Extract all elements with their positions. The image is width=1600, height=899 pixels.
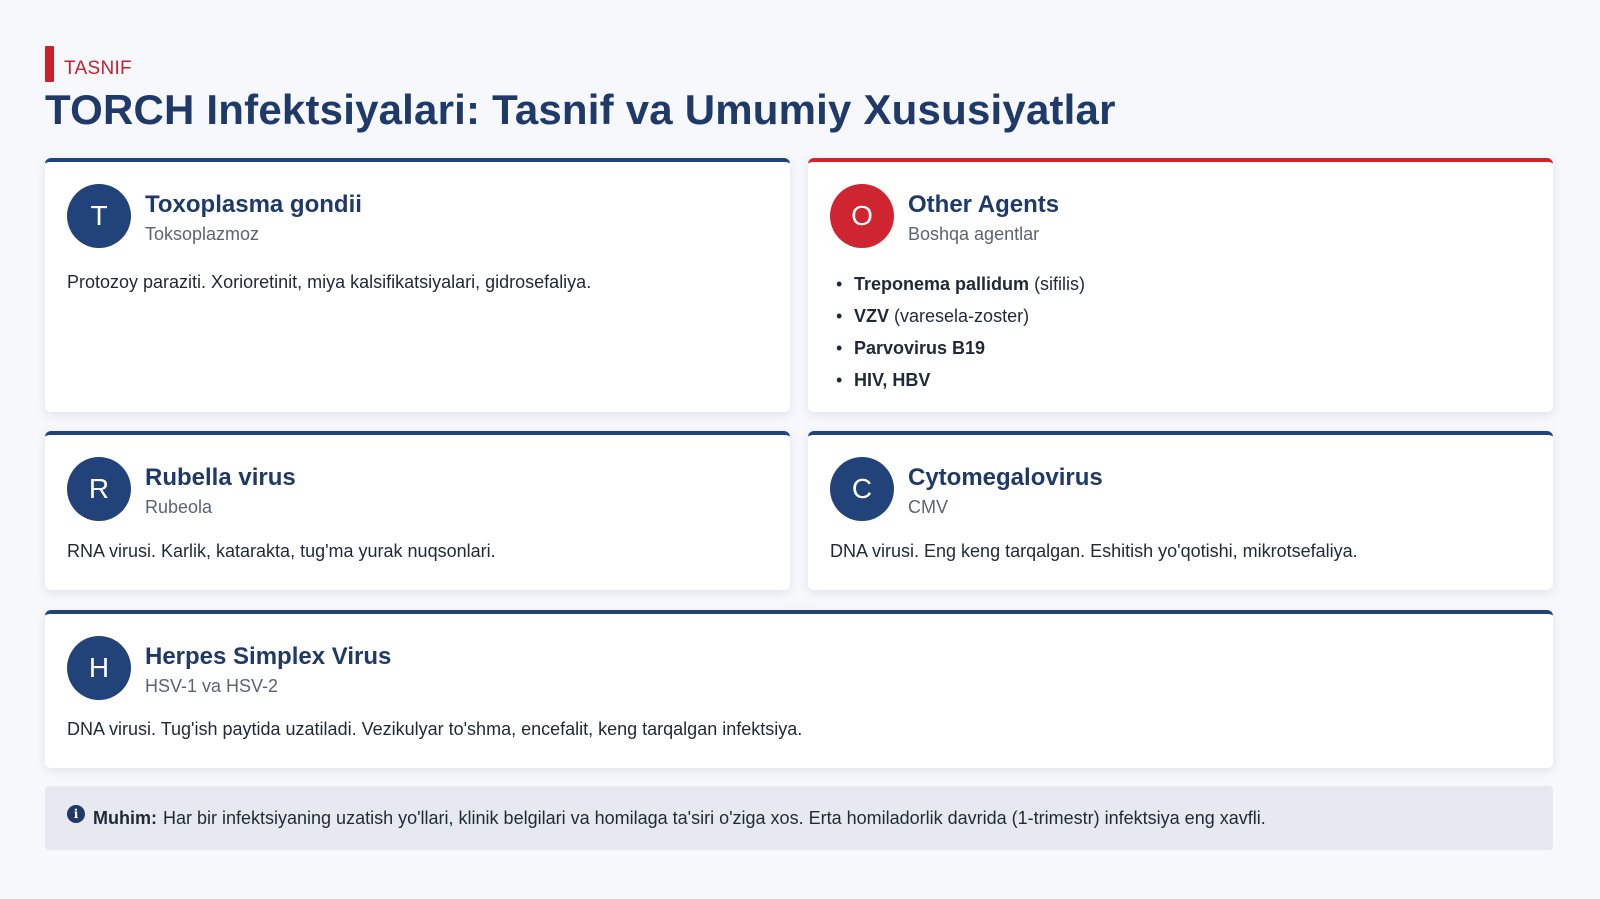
list-item: • HIV, HBV	[836, 370, 931, 390]
section-tag	[45, 46, 132, 82]
card-header	[67, 636, 391, 700]
card-herpes	[45, 610, 1553, 768]
card-description: DNA virusi. Eng keng tarqalgan. Eshitish yo'qotishi, mikrotsefaliya.	[830, 541, 1358, 561]
agent-name: Treponema pallidum	[854, 274, 1030, 294]
info-icon: i	[67, 805, 85, 823]
card-title: Cytomegalovirus	[908, 464, 1103, 491]
card-subtitle: HSV-1 va HSV-2	[145, 676, 279, 696]
section-label: TASNIF	[64, 58, 132, 79]
card-title: Herpes Simplex Virus	[145, 643, 392, 670]
agent-note: (varesela-zoster)	[894, 306, 1030, 326]
card-subtitle: CMV	[908, 497, 948, 517]
card-subtitle: Boshqa agentlar	[908, 224, 1040, 244]
card-subtitle: Toksoplazmoz	[145, 224, 260, 244]
card-description: Protozoy paraziti. Xorioretinit, miya kalsifikatsiyalari, gidrosefaliya.	[67, 272, 592, 292]
page-title: TORCH Infektsiyalari: Tasnif va Umumiy Xususiyatlar	[45, 86, 1116, 133]
card-title: Other Agents	[908, 191, 1060, 218]
info-note	[45, 786, 1553, 850]
card-description: DNA virusi. Tug'ish paytida uzatiladi. Vezikulyar to'shma, encefalit, keng tarqalgan infektsiya.	[67, 719, 803, 739]
list-item: • Parvovirus B19	[836, 338, 986, 358]
letter-badge: H	[67, 636, 131, 700]
agent-name: Parvovirus B19	[854, 338, 986, 358]
card-rubella	[45, 431, 790, 590]
card-title: Rubella virus	[145, 464, 296, 491]
letter-badge: O	[830, 184, 894, 248]
letter-badge: C	[830, 457, 894, 521]
card-title: Toxoplasma gondii	[145, 191, 362, 218]
agent-name: VZV	[854, 306, 890, 326]
agent-name: HIV, HBV	[854, 370, 931, 390]
card-header	[830, 184, 1059, 248]
section-accent-bar	[45, 46, 54, 82]
card-description: RNA virusi. Karlik, katarakta, tug'ma yurak nuqsonlari.	[67, 541, 496, 561]
list-item: • VZV (varesela-zoster)	[836, 306, 1030, 326]
card-other-agents	[808, 158, 1553, 412]
note-text: Har bir infektsiyaning uzatish yo'llari, klinik belgilari va homilaga ta'siri o'ziga xos. Erta homiladorlik davrida (1-trimestr) infektsiya eng xavfli.	[162, 807, 1266, 828]
card-header	[67, 184, 362, 248]
card-header	[830, 457, 1103, 521]
agent-list	[830, 268, 1085, 396]
list-item: • Treponema pallidum (sifilis)	[836, 274, 1086, 294]
letter-badge: R	[67, 457, 131, 521]
letter-badge: T	[67, 184, 131, 248]
card-subtitle: Rubeola	[145, 497, 213, 517]
card-cytomegalovirus	[808, 431, 1553, 590]
agent-note: (sifilis)	[1034, 274, 1086, 294]
note-label: Muhim:	[93, 807, 157, 828]
card-toxoplasma	[45, 158, 790, 412]
card-header	[67, 457, 296, 521]
